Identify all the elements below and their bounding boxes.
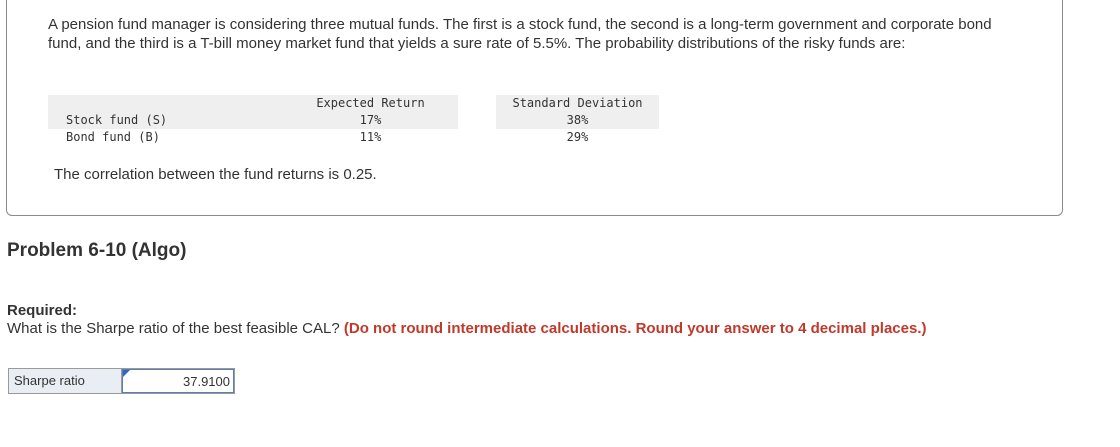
answer-row [8,368,235,394]
answer-input-wrap [122,369,234,393]
required-text [7,320,926,337]
correlation-text: The correlation between the fund returns is 0.25. [54,166,377,183]
rounding-instruction: (Do not round intermediate calculations. Round your answer to 4 decimal places.) [343,320,927,337]
required-question: What is the Sharpe ratio of the best feasible CAL? [7,320,340,337]
sharpe-ratio-input[interactable] [122,369,234,393]
table-header-std-dev: Standard Deviation [496,95,659,112]
question-intro: A pension fund manager is considering three mutual funds. The first is a stock fund, the second is a long-term government and corporate bond fund, and the third is a T-bill money market fund that yields a sure rate of 5.5%. The probability distributions of the risky funds are: [48,16,992,52]
expected-return: 17% [283,112,458,129]
fund-name: Bond fund (B) [48,129,283,146]
expected-return: 11% [283,129,458,146]
table-row [48,112,659,129]
table-header-expected-return: Expected Return [283,95,458,112]
std-dev: 38% [496,112,659,129]
problem-title: Problem 6-10 (Algo) [7,240,187,261]
required-label: Required: [7,302,78,319]
flag-icon [123,370,130,377]
sharpe-ratio-label: Sharpe ratio [9,369,122,393]
std-dev: 29% [496,129,659,146]
fund-name: Stock fund (S) [48,112,283,129]
distribution-table [48,95,659,146]
table-row [48,129,659,146]
table-header-blank [48,95,283,112]
